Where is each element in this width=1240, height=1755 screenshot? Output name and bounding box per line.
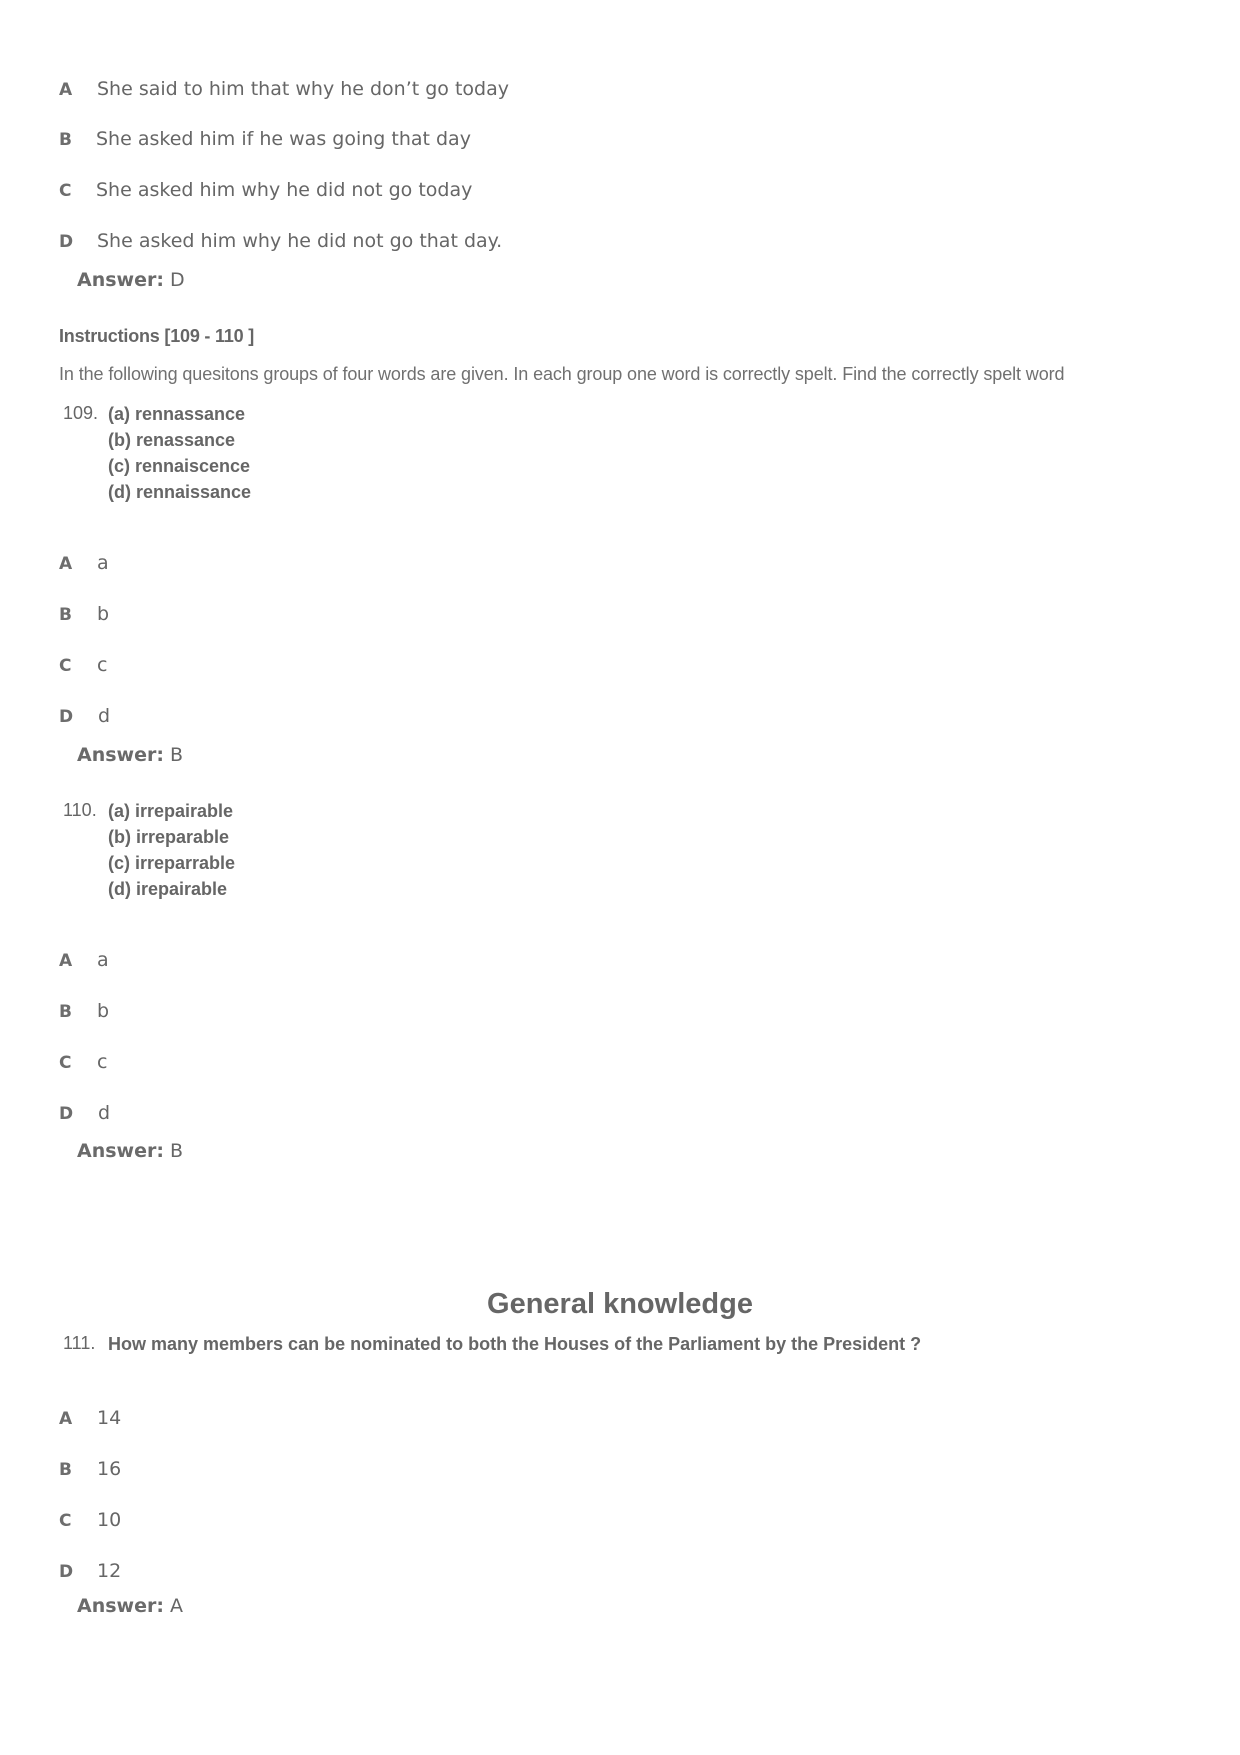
- option-letter: A: [59, 1409, 73, 1429]
- option-letter: B: [59, 605, 72, 625]
- answer-label: Answer:: [77, 1140, 164, 1162]
- option-text: a: [97, 949, 109, 971]
- option-text: She asked him why he did not go that day.: [97, 230, 503, 252]
- question-word-list: [108, 401, 251, 505]
- question-word-list: [108, 798, 235, 902]
- option-letter: A: [59, 554, 73, 574]
- option-letter: C: [59, 181, 72, 201]
- option-letter: C: [59, 656, 72, 676]
- option-text: b: [97, 1000, 110, 1022]
- word-choice: (b) renassance: [108, 430, 236, 450]
- answer-label: Answer:: [77, 1595, 164, 1617]
- option-letter: A: [59, 951, 73, 971]
- option-text: She asked him why he did not go today: [96, 179, 473, 201]
- question-number: 109.: [63, 403, 99, 423]
- option-text: 16: [97, 1458, 122, 1480]
- option-text: 10: [97, 1509, 122, 1531]
- section-title: General knowledge: [487, 1288, 753, 1320]
- question-number: 111.: [63, 1333, 96, 1353]
- answer-label: Answer:: [77, 744, 164, 766]
- word-choice: (d) rennaissance: [108, 482, 252, 502]
- option-letter: B: [59, 1002, 72, 1022]
- answer: [77, 1595, 183, 1617]
- option-letter: D: [59, 232, 74, 252]
- option-text: d: [98, 1102, 111, 1124]
- option-text: She said to him that why he don’t go today: [97, 78, 509, 100]
- answer: [77, 744, 183, 766]
- option-letter: D: [59, 1104, 74, 1124]
- answer-value: B: [170, 1140, 184, 1162]
- option-letter: C: [59, 1511, 72, 1531]
- answer-value: D: [170, 269, 185, 291]
- word-choice: (c) rennaiscence: [108, 456, 251, 476]
- word-choice: (b) irreparable: [108, 827, 230, 847]
- word-choice: (c) irreparrable: [108, 853, 236, 873]
- option-text: 14: [97, 1407, 122, 1429]
- option-letter: D: [59, 707, 74, 727]
- option-text: c: [97, 1051, 108, 1073]
- option-text: She asked him if he was going that day: [96, 128, 471, 150]
- option-text: b: [97, 603, 110, 625]
- answer: [77, 1140, 183, 1162]
- option-letter: B: [59, 130, 72, 150]
- answer: [77, 269, 185, 291]
- answer-value: A: [170, 1595, 183, 1617]
- option-text: d: [98, 705, 111, 727]
- option-letter: A: [59, 80, 73, 100]
- word-choice: (a) irrepairable: [108, 801, 234, 821]
- word-choice: (d) irepairable: [108, 879, 228, 899]
- option-text: 12: [97, 1560, 122, 1582]
- answer-label: Answer:: [77, 269, 164, 291]
- option-text: a: [97, 552, 109, 574]
- option-letter: C: [59, 1053, 72, 1073]
- instructions-text: In the following quesitons groups of four words are given. In each group one word is correctly spelt. Find the correctly spelt word: [59, 364, 1065, 384]
- answer-value: B: [170, 744, 184, 766]
- option-letter: D: [59, 1562, 74, 1582]
- instructions-title: Instructions [109 - 110 ]: [59, 326, 255, 346]
- question-text: How many members can be nominated to both the Houses of the Parliament by the President ?: [108, 1334, 922, 1354]
- word-choice: (a) rennassance: [108, 404, 246, 424]
- option-letter: B: [59, 1460, 72, 1480]
- question-number: 110.: [63, 800, 97, 820]
- option-text: c: [97, 654, 108, 676]
